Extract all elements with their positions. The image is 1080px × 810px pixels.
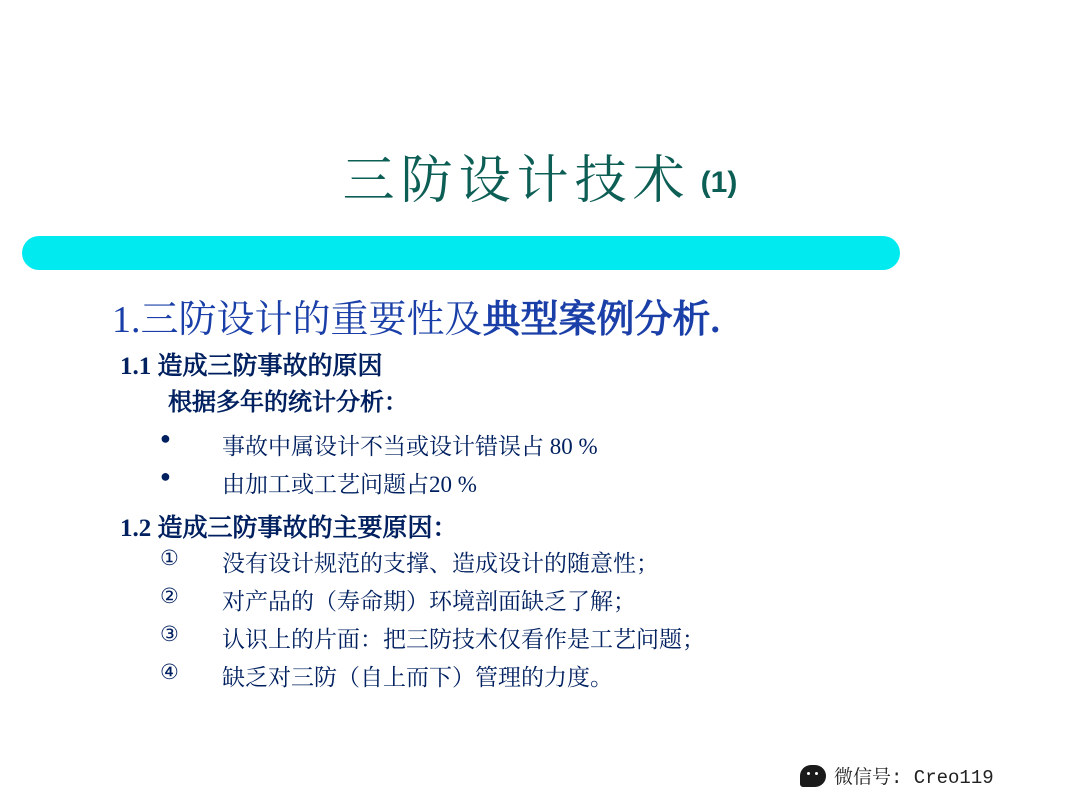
circled-number-icon: ④ [160,660,179,684]
list-item [160,428,960,466]
circled-number-icon: ③ [160,622,179,646]
footer-watermark [800,762,994,789]
footer-watermark-label: 微信号: Creo119 [834,767,994,789]
bullet-marker-icon: ● [160,466,171,486]
list-item-label: 事故中属设计不当或设计错误占 80 % [222,434,598,459]
page-title-suffix: (1) [700,166,738,199]
bullet-list [160,428,960,504]
list-item-label: 对产品的（寿命期）环境剖面缺乏了解； [222,589,636,614]
section-heading-bold: 典型案例分析. [482,299,721,341]
list-item-label: 由加工或工艺问题占20 % [222,472,477,497]
numbered-list [160,545,1020,697]
list-item [160,545,1020,583]
list-item-label: 缺乏对三防（自上而下）管理的力度。 [222,665,613,690]
list-item-label: 没有设计规范的支撑、造成设计的随意性； [222,551,659,576]
wechat-icon [800,765,826,787]
subsection-1-2-title: 1.2 造成三防事故的主要原因： [120,515,458,542]
list-item [160,583,1020,621]
page-title [0,138,1080,213]
section-heading-light: 三防设计的重要性及 [140,299,483,341]
section-heading-number: 1. [112,299,141,341]
page-title-main: 三防设计技术 [342,153,691,210]
section-heading [112,288,720,343]
subsection-1-1-note: 根据多年的统计分析： [168,390,408,416]
list-item [160,466,960,504]
divider-bar [22,236,900,270]
subsection-1-1-title: 1.1 造成三防事故的原因 [120,353,383,380]
list-item [160,621,1020,659]
circled-number-icon: ② [160,584,179,608]
list-item-label: 认识上的片面：把三防技术仅看作是工艺问题； [222,627,705,652]
circled-number-icon: ① [160,546,179,570]
bullet-marker-icon: ● [160,428,171,448]
list-item [160,659,1020,697]
